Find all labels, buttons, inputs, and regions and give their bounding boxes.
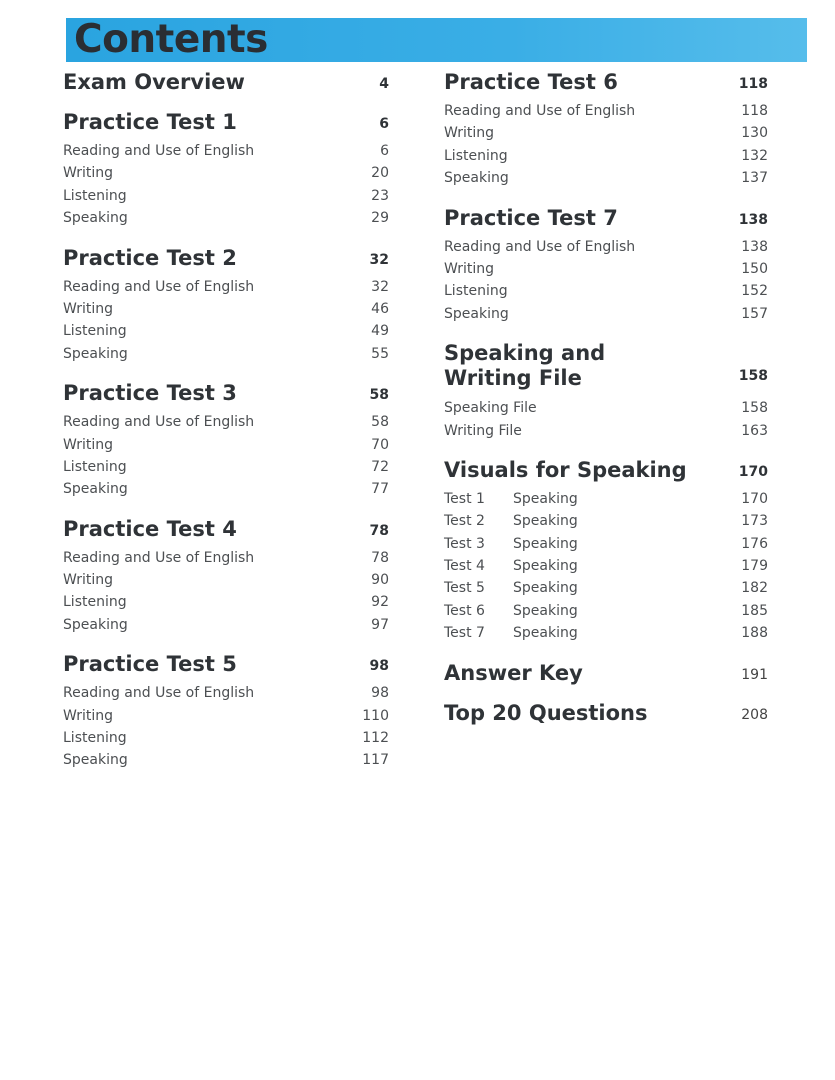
entry-label: Reading and Use of English xyxy=(63,685,255,702)
entry-label: Listening xyxy=(63,323,127,340)
toc-entry[interactable] xyxy=(444,420,768,442)
entry-label: Reading and Use of English xyxy=(63,414,255,431)
section-title: Answer Key xyxy=(444,660,583,685)
entry-test: Test 5 xyxy=(444,580,485,597)
toc-section xyxy=(63,246,389,366)
section-page: 158 xyxy=(738,368,768,385)
toc-entry[interactable] xyxy=(444,303,768,325)
toc-section xyxy=(63,381,389,501)
toc-entry[interactable] xyxy=(444,533,768,555)
entry-page: 132 xyxy=(741,147,768,164)
section-title: Practice Test 5 xyxy=(63,652,237,677)
entry-label: Reading and Use of English xyxy=(444,103,636,119)
section-page: 138 xyxy=(738,211,768,228)
entry-page: 110 xyxy=(362,707,389,724)
section-title: Practice Test 1 xyxy=(63,110,237,134)
section-page: 4 xyxy=(379,76,389,92)
toc-entry[interactable] xyxy=(444,397,768,419)
entry-page: 112 xyxy=(362,730,389,747)
section-title: Practice Test 3 xyxy=(63,381,237,406)
toc-section xyxy=(63,517,389,637)
entry-label: Speaking xyxy=(63,481,128,498)
entry-test: Test 2 xyxy=(444,513,485,530)
entry-label: Reading and Use of English xyxy=(444,238,636,255)
entry-page: 49 xyxy=(371,323,389,340)
toc-section xyxy=(444,661,768,685)
toc-entry[interactable] xyxy=(63,320,389,342)
entry-label: Writing xyxy=(63,436,113,453)
toc-section xyxy=(444,341,768,442)
toc-entry[interactable] xyxy=(63,682,389,704)
toc-entry[interactable] xyxy=(444,510,768,532)
entry-page: 152 xyxy=(741,283,768,300)
section-page: 98 xyxy=(369,658,389,675)
section-page: 78 xyxy=(369,522,389,539)
entry-label: Speaking xyxy=(513,490,578,507)
toc-section xyxy=(63,70,389,94)
entry-test: Test 4 xyxy=(444,558,485,575)
toc-entry[interactable] xyxy=(63,727,389,749)
entry-label: Listening xyxy=(63,187,127,204)
section-title-line: Writing File xyxy=(444,366,582,391)
toc-entry[interactable] xyxy=(63,185,389,207)
entry-label: Speaking xyxy=(63,752,128,769)
toc-entry[interactable] xyxy=(63,207,389,229)
toc-heading[interactable] xyxy=(444,206,768,230)
toc-heading[interactable] xyxy=(63,381,389,405)
entry-test: Test 7 xyxy=(444,625,485,642)
toc-entry[interactable] xyxy=(63,478,389,500)
section-title: Exam Overview xyxy=(63,70,245,94)
right-column xyxy=(444,70,768,741)
toc-heading[interactable] xyxy=(63,517,389,541)
entry-label: Speaking xyxy=(513,513,578,530)
entry-label: Speaking xyxy=(513,558,578,575)
section-title: Practice Test 7 xyxy=(444,205,618,230)
section-title: Visuals for Speaking xyxy=(444,457,687,482)
section-page: 191 xyxy=(741,666,768,683)
entry-page: 97 xyxy=(371,616,389,633)
toc-entry[interactable] xyxy=(63,591,389,613)
entry-label: Listening xyxy=(444,283,508,300)
entry-test: Test 1 xyxy=(444,490,485,507)
entry-label: Speaking xyxy=(513,535,578,552)
toc-entry[interactable] xyxy=(63,298,389,320)
entry-page: 77 xyxy=(371,481,389,498)
entry-label: Speaking xyxy=(444,305,509,322)
entry-label: Speaking xyxy=(513,580,578,597)
entry-page: 20 xyxy=(371,165,389,182)
section-page: 118 xyxy=(738,76,768,92)
toc-heading[interactable] xyxy=(444,661,768,685)
entry-page: 170 xyxy=(741,490,768,507)
entry-page: 29 xyxy=(371,210,389,227)
toc-entry[interactable] xyxy=(63,140,389,162)
toc-entry[interactable] xyxy=(63,749,389,771)
toc-entry[interactable] xyxy=(444,145,768,167)
entry-page: 150 xyxy=(741,260,768,277)
toc-heading[interactable] xyxy=(444,458,768,482)
entry-label: Reading and Use of English xyxy=(63,549,255,566)
entry-page: 173 xyxy=(741,513,768,530)
entry-label: Speaking xyxy=(513,625,578,642)
entry-page: 6 xyxy=(380,143,389,159)
toc-entry[interactable] xyxy=(444,258,768,280)
entry-page: 90 xyxy=(371,572,389,589)
section-title: Practice Test 6 xyxy=(444,70,618,94)
page-title: Contents xyxy=(74,17,268,62)
toc-heading[interactable] xyxy=(444,70,768,94)
toc-heading[interactable] xyxy=(63,246,389,270)
entry-label: Listening xyxy=(63,730,127,747)
entry-page: 118 xyxy=(741,103,768,119)
entry-label: Writing xyxy=(444,125,494,142)
entry-test: Test 6 xyxy=(444,602,485,619)
toc-heading[interactable] xyxy=(444,341,768,391)
entry-page: 176 xyxy=(741,535,768,552)
left-column xyxy=(63,70,389,788)
entry-label: Reading and Use of English xyxy=(63,143,255,159)
entry-page: 137 xyxy=(741,170,768,187)
entry-page: 130 xyxy=(741,125,768,142)
section-page: 6 xyxy=(379,116,389,132)
toc-entry[interactable] xyxy=(444,600,768,622)
entry-page: 98 xyxy=(371,685,389,702)
entry-page: 78 xyxy=(371,549,389,566)
entry-page: 32 xyxy=(371,278,389,295)
entry-page: 46 xyxy=(371,300,389,317)
entry-label: Writing xyxy=(63,165,113,182)
toc-entry[interactable] xyxy=(63,456,389,478)
entry-page: 157 xyxy=(741,305,768,322)
toc-section xyxy=(63,652,389,772)
toc-entry[interactable] xyxy=(444,280,768,302)
entry-label: Speaking xyxy=(63,616,128,633)
entry-page: 58 xyxy=(371,414,389,431)
entry-label: Listening xyxy=(444,147,508,164)
entry-label: Speaking xyxy=(444,170,509,187)
entry-label: Speaking xyxy=(63,210,128,227)
toc-entry[interactable] xyxy=(63,434,389,456)
toc-section xyxy=(444,70,768,190)
toc-entry[interactable] xyxy=(63,547,389,569)
entry-test: Test 3 xyxy=(444,535,485,552)
toc-entry[interactable] xyxy=(63,343,389,365)
entry-label: Writing File xyxy=(444,422,522,439)
toc-entry[interactable] xyxy=(444,577,768,599)
entry-page: 138 xyxy=(741,238,768,255)
entry-label: Speaking xyxy=(63,345,128,362)
toc-section xyxy=(444,458,768,645)
toc-entry[interactable] xyxy=(63,162,389,184)
toc-heading[interactable] xyxy=(63,110,389,134)
entry-page: 182 xyxy=(741,580,768,597)
toc-entry[interactable] xyxy=(444,555,768,577)
entry-label: Writing xyxy=(63,707,113,724)
section-title: Practice Test 2 xyxy=(63,245,237,270)
entry-page: 163 xyxy=(741,422,768,439)
toc-entry[interactable] xyxy=(444,488,768,510)
entry-page: 117 xyxy=(362,752,389,769)
entry-page: 72 xyxy=(371,458,389,475)
section-title-line: Speaking and xyxy=(444,341,606,366)
toc-entry[interactable] xyxy=(444,122,768,144)
toc-section xyxy=(444,701,768,725)
entry-page: 70 xyxy=(371,436,389,453)
entry-label: Writing xyxy=(444,260,494,277)
toc-entry[interactable] xyxy=(444,167,768,189)
entry-page: 92 xyxy=(371,594,389,611)
entry-page: 23 xyxy=(371,187,389,204)
toc-entry[interactable] xyxy=(63,614,389,636)
entry-label: Reading and Use of English xyxy=(63,278,255,295)
toc-heading[interactable] xyxy=(63,70,389,94)
toc-entry[interactable] xyxy=(63,276,389,298)
section-page: 58 xyxy=(369,387,389,404)
section-title: Practice Test 4 xyxy=(63,516,237,541)
toc-entry[interactable] xyxy=(444,622,768,644)
entry-label: Speaking File xyxy=(444,400,537,417)
entry-label: Listening xyxy=(63,458,127,475)
toc-entry[interactable] xyxy=(444,236,768,258)
section-title: Top 20 Questions xyxy=(444,700,648,725)
section-page: 170 xyxy=(738,463,768,480)
section-page: 208 xyxy=(741,706,768,723)
toc-section xyxy=(63,110,389,230)
section-title xyxy=(444,341,605,391)
entry-page: 185 xyxy=(741,602,768,619)
toc-section xyxy=(444,206,768,326)
entry-page: 55 xyxy=(371,345,389,362)
toc-entry[interactable] xyxy=(63,705,389,727)
toc-entry[interactable] xyxy=(63,569,389,591)
toc-heading[interactable] xyxy=(63,652,389,676)
section-page: 32 xyxy=(369,251,389,268)
entry-label: Listening xyxy=(63,594,127,611)
toc-entry[interactable] xyxy=(444,100,768,122)
entry-page: 158 xyxy=(741,400,768,417)
entry-page: 179 xyxy=(741,558,768,575)
entry-label: Writing xyxy=(63,300,113,317)
contents-banner xyxy=(66,18,807,62)
entry-label: Speaking xyxy=(513,602,578,619)
entry-page: 188 xyxy=(741,625,768,642)
entry-label: Writing xyxy=(63,572,113,589)
toc-heading[interactable] xyxy=(444,701,768,725)
toc-entry[interactable] xyxy=(63,411,389,433)
